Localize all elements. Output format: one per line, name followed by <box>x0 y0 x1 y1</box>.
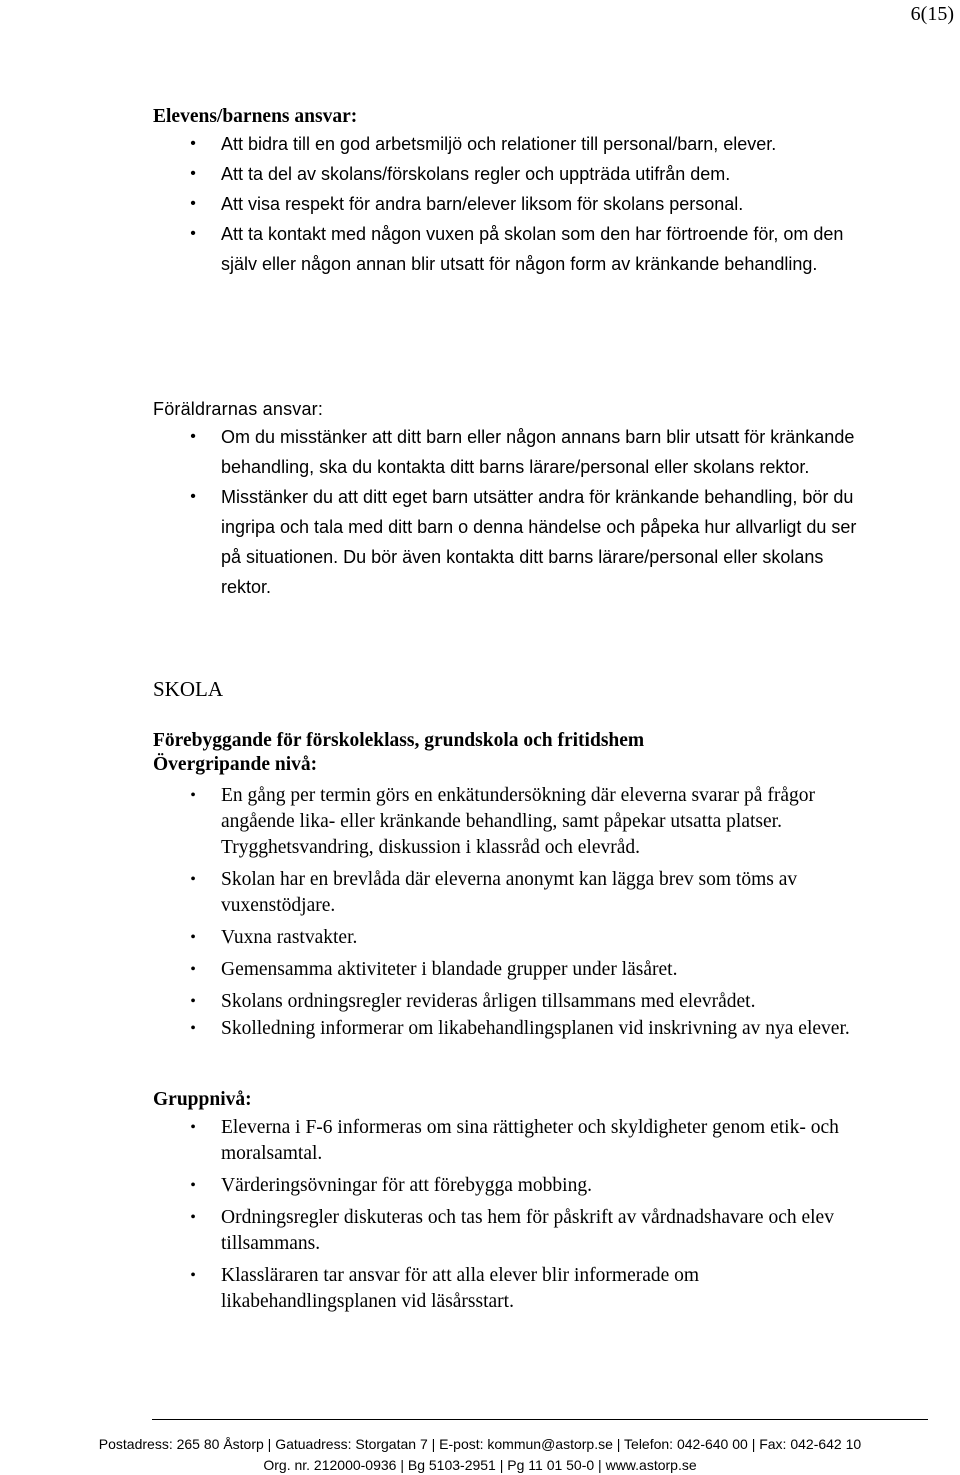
section-elevens-ansvar <box>153 105 873 279</box>
list-item: • Klassläraren tar ansvar för att alla elever blir informerade om likabehandlingsplanen vid läsårsstart. <box>153 1263 873 1315</box>
heading-overgripande-niva: Övergripande nivå: <box>153 754 318 775</box>
heading-skola: SKOLA <box>153 677 224 701</box>
list-item: • Misstänker du att ditt eget barn utsätter andra för kränkande behandling, bör du ingripa och tala med ditt barn o denna händelse och påpeka hur allvarligt du ser på situationen. Du bör även kontakta ditt barns lärare/personal eller skolans rektor. <box>153 482 873 602</box>
list-item: • Ordningsregler diskuteras och tas hem för påskrift av vårdnadshavare och elev tillsammans. <box>153 1205 873 1257</box>
list-item: • En gång per termin görs en enkätundersökning där eleverna svarar på frågor angående lika- eller kränkande behandling, samt påpekar utsatta platser. Trygghetsvandring, diskussion i klassråd och elevråd. <box>153 783 873 861</box>
list-item: • Att ta del av skolans/förskolans regler och uppträda utifrån dem. <box>153 159 873 189</box>
section-skola <box>153 676 873 702</box>
bullet-icon: • <box>190 195 196 212</box>
list-item: • Skolans ordningsregler revideras årligen tillsammans med elevrådet. <box>153 989 873 1015</box>
section-forebyggande <box>153 729 873 1042</box>
list-item: • Att ta kontakt med någon vuxen på skolan som den har förtroende för, om den själv eller någon annan blir utsatt för någon form av kränkande behandling. <box>153 219 873 279</box>
bullet-icon: • <box>190 1020 196 1037</box>
list-item: • Skolan har en brevlåda där eleverna anonymt kan lägga brev som töms av vuxenstödjare. <box>153 867 873 919</box>
heading-forebyggande: Förebyggande för förskoleklass, grundskola och fritidshem <box>153 730 645 751</box>
page-number: 6(15) <box>910 3 954 25</box>
list-item: • Eleverna i F-6 informeras om sina rättigheter och skyldigheter genom etik- och moralsamtal. <box>153 1115 873 1167</box>
list-item: • Att visa respekt för andra barn/elever liksom för skolans personal. <box>153 189 873 219</box>
list-item: • Värderingsövningar för att förebygga mobbing. <box>153 1173 873 1199</box>
list-item: • Om du misstänker att ditt barn eller någon annans barn blir utsatt för kränkande behandling, ska du kontakta ditt barns lärare/personal eller skolans rektor. <box>153 422 873 482</box>
section-gruppniva <box>153 1088 873 1315</box>
bullet-icon: • <box>190 225 196 242</box>
bullet-icon: • <box>190 871 196 888</box>
bullet-icon: • <box>190 1209 196 1226</box>
list-elevens-ansvar <box>153 129 873 279</box>
heading-elevens-ansvar: Elevens/barnens ansvar: <box>153 106 358 127</box>
list-item: • Att bidra till en god arbetsmiljö och relationer till personal/barn, elever. <box>153 129 873 159</box>
list-gruppniva <box>153 1115 873 1315</box>
bullet-icon: • <box>190 135 196 152</box>
bullet-icon: • <box>190 488 196 505</box>
list-item: • Vuxna rastvakter. <box>153 925 873 951</box>
heading-gruppniva: Gruppnivå: <box>153 1089 252 1110</box>
list-foraldrarnas-ansvar <box>153 422 873 602</box>
bullet-icon: • <box>190 428 196 445</box>
footer-address-line: Postadress: 265 80 Åstorp | Gatuadress: Storgatan 7 | E-post: kommun@astorp.se | Telefon: 042-640 00 | Fax: 042-642 10 <box>98 1436 862 1452</box>
heading-foraldrarnas-ansvar: Föräldrarnas ansvar: <box>153 399 324 419</box>
footer-registration-line: Org. nr. 212000-0936 | Bg 5103-2951 | Pg 11 01 50-0 | www.astorp.se <box>263 1457 697 1473</box>
bullet-icon: • <box>190 1267 196 1284</box>
list-item: • Skolledning informerar om likabehandlingsplanen vid inskrivning av nya elever. <box>153 1016 873 1042</box>
bullet-icon: • <box>190 165 196 182</box>
bullet-icon: • <box>190 929 196 946</box>
bullet-icon: • <box>190 787 196 804</box>
bullet-icon: • <box>190 961 196 978</box>
list-item: • Gemensamma aktiviteter i blandade grupper under läsåret. <box>153 957 873 983</box>
list-overgripande-niva <box>153 783 873 1042</box>
bullet-icon: • <box>190 993 196 1010</box>
footer-divider <box>152 1419 928 1420</box>
bullet-icon: • <box>190 1177 196 1194</box>
section-foraldrarnas-ansvar <box>153 397 873 602</box>
bullet-icon: • <box>190 1119 196 1136</box>
